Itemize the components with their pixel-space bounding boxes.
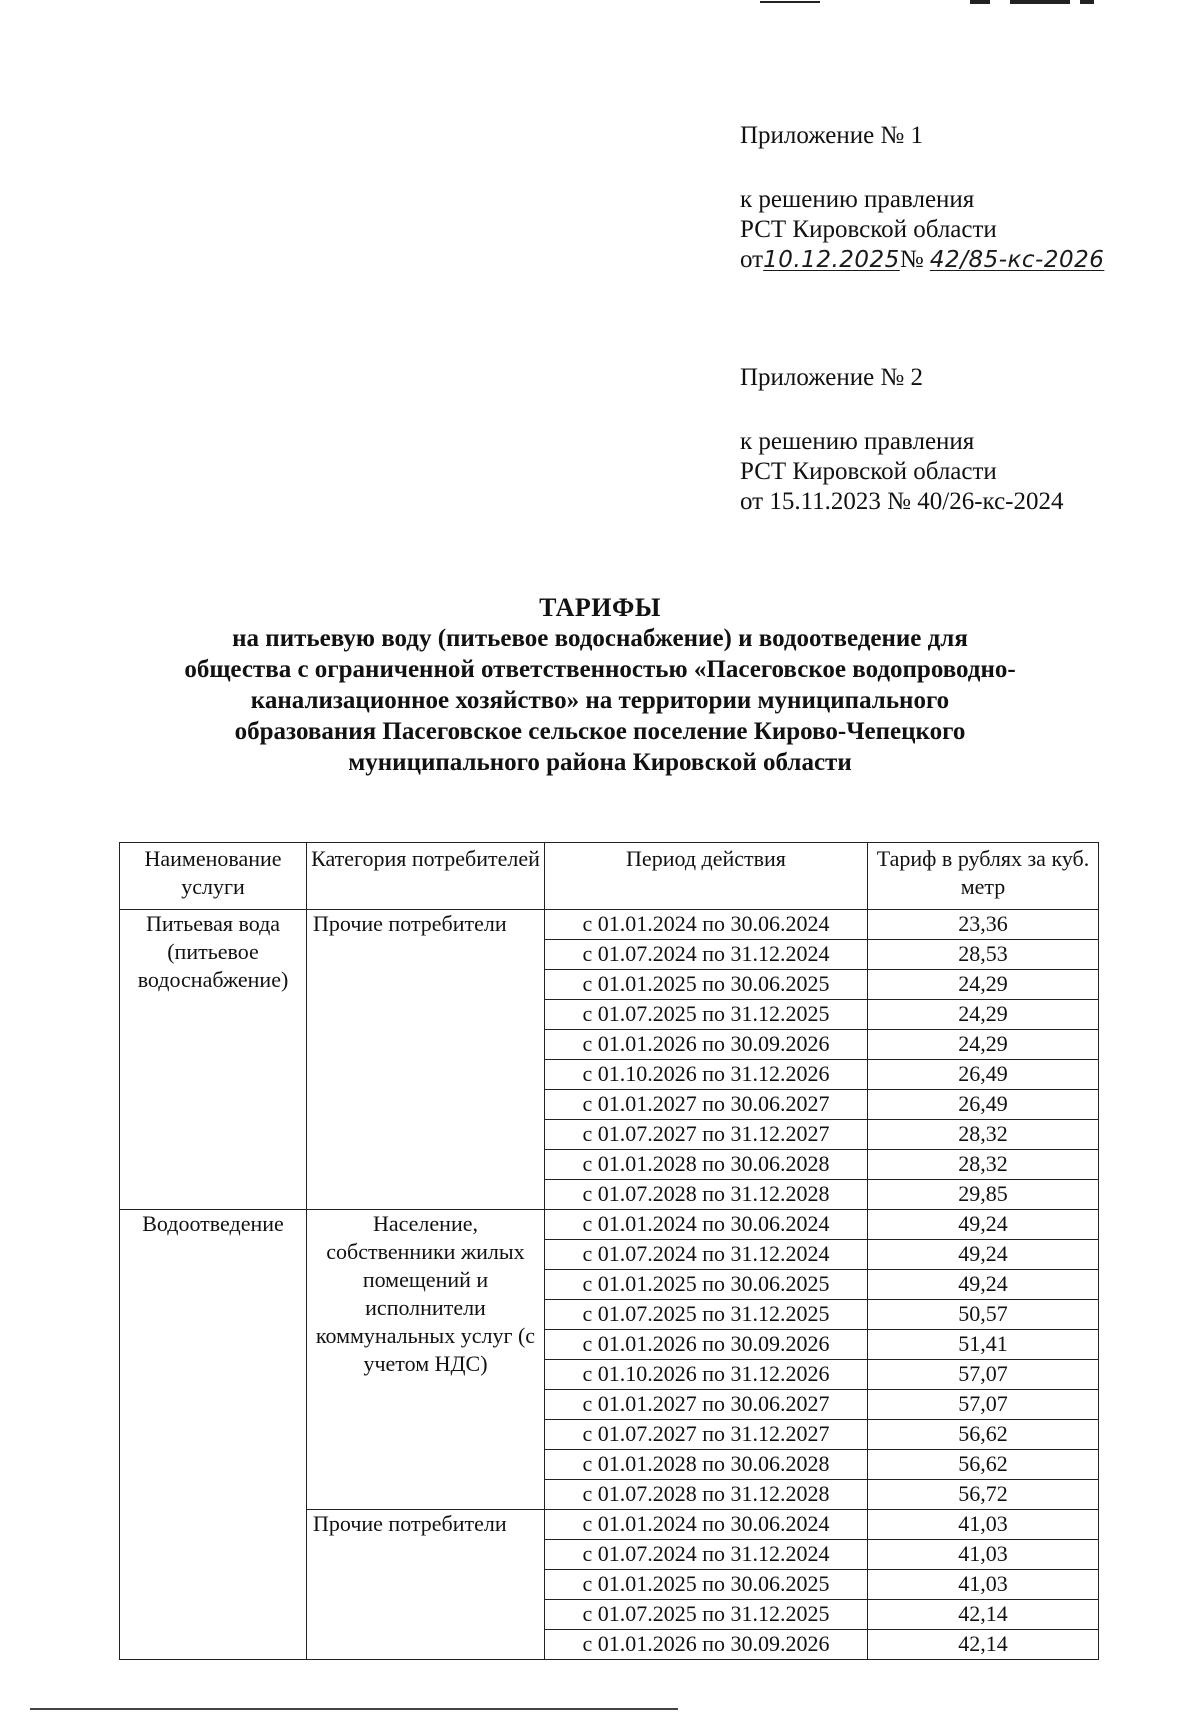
- cell-period: с 01.01.2026 по 30.09.2026: [545, 1630, 868, 1660]
- cell-tariff: 49,24: [868, 1270, 1099, 1300]
- annex-1-date-line: [740, 245, 1115, 275]
- cell-period: с 01.01.2024 по 30.06.2024: [545, 1210, 868, 1240]
- cell-category: Прочие потребители: [307, 1510, 545, 1660]
- cell-period: с 01.07.2024 по 31.12.2024: [545, 940, 868, 970]
- cell-period: с 01.01.2025 по 30.06.2025: [545, 970, 868, 1000]
- annex-1-title: Приложение № 1: [740, 122, 924, 149]
- cell-period: с 01.01.2024 по 30.06.2024: [545, 910, 868, 940]
- cell-period: с 01.07.2024 по 31.12.2024: [545, 1240, 868, 1270]
- scan-artifact-top: [720, 0, 1100, 8]
- cell-tariff: 51,41: [868, 1330, 1099, 1360]
- table-row: [120, 910, 1099, 940]
- cell-period: с 01.01.2026 по 30.09.2026: [545, 1330, 868, 1360]
- cell-period: с 01.01.2024 по 30.06.2024: [545, 1510, 868, 1540]
- annex-2-line2-c: области: [913, 458, 997, 485]
- header-category: Категория потребителей: [307, 843, 545, 910]
- cell-period: с 01.07.2027 по 31.12.2027: [545, 1120, 868, 1150]
- cell-period: с 01.01.2025 по 30.06.2025: [545, 1570, 868, 1600]
- cell-service: Питьевая вода (питьевое водоснабжение): [120, 910, 307, 1210]
- annex-1-line2: РСТ Кировской области: [740, 216, 997, 243]
- annex-1-number-sign: №: [899, 246, 924, 273]
- annex-2-title: Приложение № 2: [740, 364, 924, 391]
- annex-1-line1: к решению правления: [740, 186, 975, 213]
- annex-2-line2-b: Кировской: [792, 458, 907, 485]
- cell-period: с 01.10.2026 по 31.12.2026: [545, 1060, 868, 1090]
- table-body: [120, 910, 1099, 1660]
- cell-tariff: 24,29: [868, 1000, 1099, 1030]
- cell-tariff: 56,62: [868, 1420, 1099, 1450]
- cell-tariff: 28,32: [868, 1150, 1099, 1180]
- cell-tariff: 42,14: [868, 1630, 1099, 1660]
- cell-tariff: 56,72: [868, 1480, 1099, 1510]
- annex-2-block: [740, 363, 1115, 517]
- heading-title: ТАРИФЫ: [539, 593, 661, 622]
- annex-2-line2-a: РСТ: [740, 458, 787, 485]
- cell-period: с 01.07.2028 по 31.12.2028: [545, 1480, 868, 1510]
- cell-tariff: 23,36: [868, 910, 1099, 940]
- document-heading: [120, 592, 1080, 778]
- cell-tariff: 26,49: [868, 1090, 1099, 1120]
- heading-line2: общества с ограниченной ответственностью «Пасеговское водопроводно-: [184, 656, 1016, 683]
- cell-period: с 01.01.2025 по 30.06.2025: [545, 1270, 868, 1300]
- cell-tariff: 49,24: [868, 1210, 1099, 1240]
- cell-period: с 01.01.2027 по 30.06.2027: [545, 1390, 868, 1420]
- header-period: Период действия: [545, 843, 868, 910]
- cell-period: с 01.01.2027 по 30.06.2027: [545, 1090, 868, 1120]
- cell-tariff: 49,24: [868, 1240, 1099, 1270]
- cell-period: с 01.01.2026 по 30.09.2026: [545, 1030, 868, 1060]
- cell-period: с 01.01.2028 по 30.06.2028: [545, 1150, 868, 1180]
- annex-1-block: [740, 121, 1115, 275]
- table-header-row: [120, 843, 1099, 910]
- scan-artifact-bottom-line: [30, 1708, 678, 1710]
- cell-period: с 01.07.2024 по 31.12.2024: [545, 1540, 868, 1570]
- heading-line1: на питьевую воду (питьевое водоснабжение) и водоотведение для: [232, 625, 968, 652]
- cell-tariff: 57,07: [868, 1390, 1099, 1420]
- cell-tariff: 24,29: [868, 1030, 1099, 1060]
- annex-2-line1: к решению правления: [740, 428, 975, 455]
- cell-period: с 01.07.2025 по 31.12.2025: [545, 1600, 868, 1630]
- tariffs-table: [119, 842, 1099, 1660]
- heading-line5: муниципального района Кировской области: [348, 749, 852, 776]
- heading-line3: канализационное хозяйство» на территории муниципального: [250, 687, 950, 714]
- cell-tariff: 24,29: [868, 970, 1099, 1000]
- header-service: Наименование услуги: [120, 843, 307, 910]
- cell-category: Население, собственники жилых помещений и исполнители коммунальных услуг (с учетом НДС): [307, 1210, 545, 1510]
- cell-period: с 01.01.2028 по 30.06.2028: [545, 1450, 868, 1480]
- cell-tariff: 26,49: [868, 1060, 1099, 1090]
- cell-tariff: 41,03: [868, 1540, 1099, 1570]
- heading-line4: образования Пасеговское сельское поселение Кирово-Чепецкого: [234, 718, 966, 745]
- cell-tariff: 57,07: [868, 1360, 1099, 1390]
- cell-service: Водоотведение: [120, 1210, 307, 1660]
- cell-tariff: 41,03: [868, 1510, 1099, 1540]
- cell-category: Прочие потребители: [307, 910, 545, 1210]
- table-row: [120, 1210, 1099, 1240]
- annex-1-from-prefix: от: [740, 246, 764, 273]
- cell-period: с 01.07.2028 по 31.12.2028: [545, 1180, 868, 1210]
- annex-2-line3: от 15.11.2023 № 40/26-кс-2024: [740, 488, 1064, 515]
- cell-tariff: 28,32: [868, 1120, 1099, 1150]
- cell-tariff: 29,85: [868, 1180, 1099, 1210]
- cell-period: с 01.07.2025 по 31.12.2025: [545, 1300, 868, 1330]
- annex-1-handwritten-number: 42/85-кс-2026: [929, 247, 1105, 273]
- cell-period: с 01.10.2026 по 31.12.2026: [545, 1360, 868, 1390]
- cell-tariff: 42,14: [868, 1600, 1099, 1630]
- annex-2-line2: [740, 457, 1115, 487]
- cell-period: с 01.07.2027 по 31.12.2027: [545, 1420, 868, 1450]
- cell-tariff: 28,53: [868, 940, 1099, 970]
- annex-1-handwritten-date: 10.12.2025: [763, 247, 900, 273]
- header-tariff: Тариф в рублях за куб. метр: [868, 843, 1099, 910]
- cell-tariff: 50,57: [868, 1300, 1099, 1330]
- cell-tariff: 56,62: [868, 1450, 1099, 1480]
- cell-period: с 01.07.2025 по 31.12.2025: [545, 1000, 868, 1030]
- cell-tariff: 41,03: [868, 1570, 1099, 1600]
